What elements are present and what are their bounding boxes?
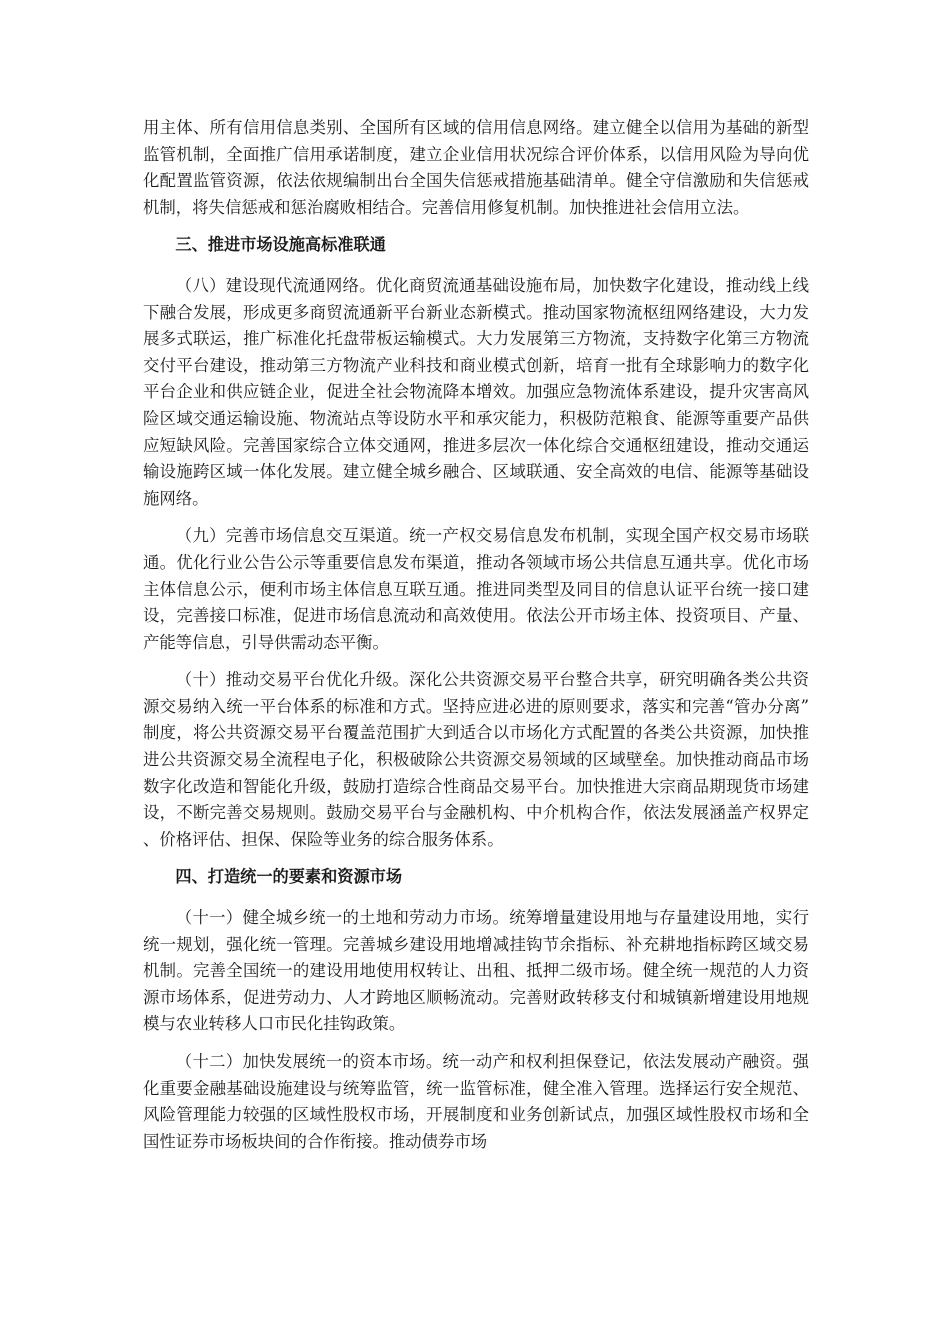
section-heading-3: 三、推进市场设施高标准联通 — [175, 235, 386, 255]
section-heading-4: 四、打造统一的要素和资源市场 — [175, 867, 403, 887]
paragraph-credit-system: 用主体、所有信用信息类别、全国所有区域的信用信息网络。建立健全以信用为基础的新型监管机制，全面推广信用承诺制度，建立企业信用状况综合评价体系，以信用风险为导向优化配置监管资源，依法依规编制出台全国失信惩戒措施基础清单。健全守信激励和失信惩戒机制，将失信惩戒和惩治腐败相结合。完善信用修复机制。加快推进社会信用立法。 — [143, 118, 809, 217]
paragraph-item-11: （十一）健全城乡统一的土地和劳动力市场。统筹增量建设用地与存量建设用地，实行统一规划，强化统一管理。完善城乡建设用地增减挂钩节余指标、补充耕地指标跨区域交易机制。完善全国统一的建设用地使用权转让、出租、抵押二级市场。健全统一规范的人力资源市场体系，促进劳动力、人才跨地区顺畅流动。完善财政转移支付和城镇新增建设用地规模与农业转移人口市民化挂钩政策。 — [143, 908, 809, 1034]
paragraph-item-9: （九）完善市场信息交互渠道。统一产权交易信息发布机制，实现全国产权交易市场联通。优化行业公告公示等重要信息发布渠道，推动各领域市场公共信息互通共享。优化市场主体信息公示，便利市场主体信息互联互通。推进同类型及同目的信息认证平台统一接口建设，完善接口标准，促进市场信息流动和高效使用。依法公开市场主体、投资项目、产量、产能等信息，引导供需动态平衡。 — [143, 526, 809, 652]
document-page — [143, 115, 809, 1166]
paragraph-item-8: （八）建设现代流通网络。优化商贸流通基础设施布局，加快数字化建设，推动线上线下融合发展，形成更多商贸流通新平台新业态新模式。推动国家物流枢纽网络建设，大力发展多式联运，推广标准化托盘带板运输模式。大力发展第三方物流，支持数字化第三方物流交付平台建设，推动第三方物流产业科技和商业模式创新，培育一批有全球影响力的数字化平台企业和供应链企业，促进全社会物流降本增效。加强应急物流体系建设，提升灾害高风险区域交通运输设施、物流站点等设防水平和承灾能力，积极防范粮食、能源等重要产品供应短缺风险。完善国家综合立体交通网，推进多层次一体化综合交通枢纽建设，推动交通运输设施跨区域一体化发展。建立健全城乡融合、区域联通、安全高效的电信、能源等基础设施网络。 — [143, 275, 809, 508]
paragraph-item-10: （十）推动交易平台优化升级。深化公共资源交易平台整合共享，研究明确各类公共资源交易纳入统一平台体系的标准和方式。坚持应进必进的原则要求，落实和完善“管办分离”制度，将公共资源交易平台覆盖范围扩大到适合以市场化方式配置的各类公共资源，加快推进公共资源交易全流程电子化，积极破除公共资源交易领域的区域壁垒。加快推动商品市场数字化改造和智能化升级，鼓励打造综合性商品交易平台。加快推进大宗商品期现货市场建设，不断完善交易规则。鼓励交易平台与金融机构、中介机构合作，依法发展涵盖产权界定、价格评估、担保、保险等业务的综合服务体系。 — [143, 670, 809, 849]
paragraph-item-12: （十二）加快发展统一的资本市场。统一动产和权利担保登记，依法发展动产融资。强化重要金融基础设施建设与统筹监管，统一监管标准，健全准入管理。选择运行安全规范、风险管理能力较强的区域性股权市场，开展制度和业务创新试点，加强区域性股权市场和全国性证券市场板块间的合作衔接。推动债券市场 — [143, 1052, 809, 1151]
